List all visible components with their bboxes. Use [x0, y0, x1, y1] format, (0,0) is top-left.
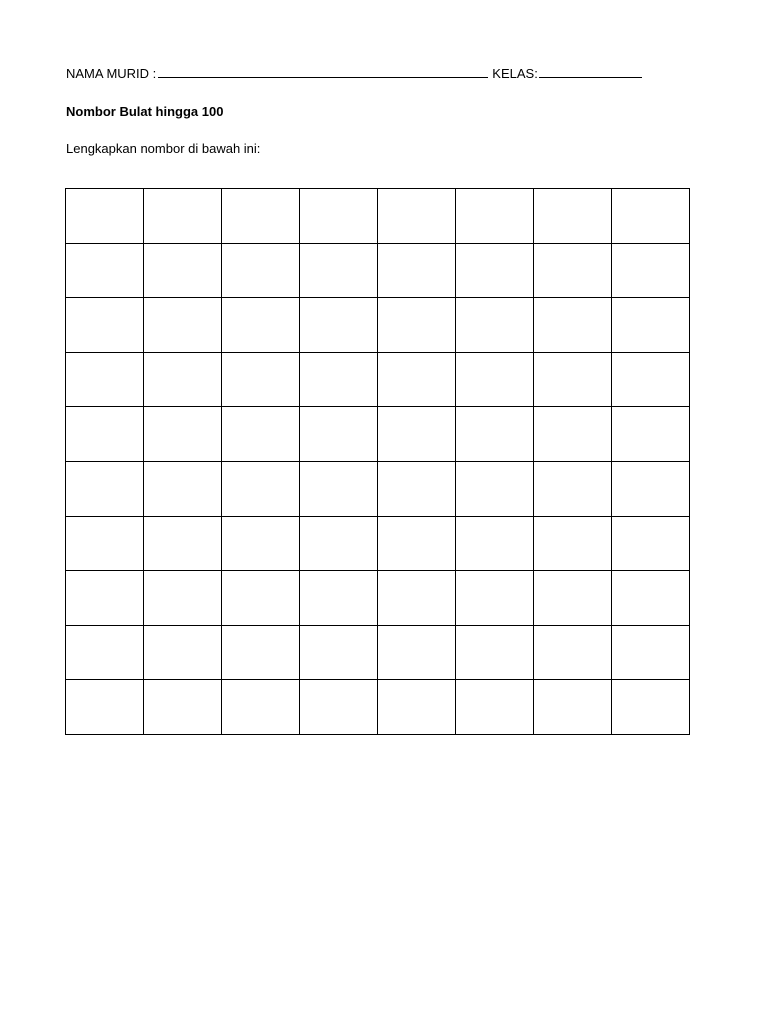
grid-cell[interactable] [300, 516, 378, 571]
grid-cell[interactable] [66, 298, 144, 353]
grid-cell[interactable] [534, 516, 612, 571]
grid-row [66, 571, 690, 626]
grid-cell[interactable] [456, 352, 534, 407]
grid-cell[interactable] [66, 352, 144, 407]
grid-cell[interactable] [66, 461, 144, 516]
grid-cell[interactable] [144, 407, 222, 462]
grid-cell[interactable] [612, 571, 690, 626]
grid-row [66, 189, 690, 244]
grid-cell[interactable] [144, 189, 222, 244]
grid-cell[interactable] [300, 352, 378, 407]
worksheet-instruction: Lengkapkan nombor di bawah ini: [66, 141, 261, 156]
grid-cell[interactable] [144, 625, 222, 680]
grid-cell[interactable] [222, 407, 300, 462]
grid-cell[interactable] [456, 461, 534, 516]
grid-cell[interactable] [612, 516, 690, 571]
grid-cell[interactable] [612, 243, 690, 298]
grid-cell[interactable] [300, 189, 378, 244]
grid-cell[interactable] [222, 243, 300, 298]
grid-cell[interactable] [534, 243, 612, 298]
student-info-line [66, 66, 706, 82]
student-name-field[interactable] [158, 66, 488, 78]
grid-cell[interactable] [66, 407, 144, 462]
grid-cell[interactable] [612, 625, 690, 680]
grid-cell[interactable] [378, 298, 456, 353]
grid-cell[interactable] [612, 680, 690, 735]
grid-cell[interactable] [378, 243, 456, 298]
grid-cell[interactable] [378, 680, 456, 735]
number-grid-body [66, 189, 690, 735]
grid-cell[interactable] [222, 298, 300, 353]
grid-row [66, 298, 690, 353]
grid-cell[interactable] [534, 352, 612, 407]
grid-cell[interactable] [378, 516, 456, 571]
grid-cell[interactable] [66, 189, 144, 244]
grid-cell[interactable] [222, 516, 300, 571]
grid-cell[interactable] [456, 243, 534, 298]
grid-cell[interactable] [144, 680, 222, 735]
grid-cell[interactable] [300, 407, 378, 462]
grid-cell[interactable] [378, 407, 456, 462]
grid-row [66, 461, 690, 516]
grid-cell[interactable] [222, 352, 300, 407]
class-label: KELAS: [492, 66, 538, 81]
grid-cell[interactable] [378, 571, 456, 626]
grid-cell[interactable] [144, 243, 222, 298]
grid-cell[interactable] [66, 625, 144, 680]
grid-cell[interactable] [534, 298, 612, 353]
grid-cell[interactable] [144, 352, 222, 407]
grid-cell[interactable] [66, 243, 144, 298]
grid-cell[interactable] [534, 625, 612, 680]
grid-cell[interactable] [612, 298, 690, 353]
grid-cell[interactable] [144, 298, 222, 353]
grid-cell[interactable] [456, 516, 534, 571]
grid-row [66, 516, 690, 571]
grid-cell[interactable] [534, 189, 612, 244]
grid-cell[interactable] [612, 461, 690, 516]
grid-row [66, 680, 690, 735]
grid-cell[interactable] [456, 571, 534, 626]
grid-cell[interactable] [534, 461, 612, 516]
grid-cell[interactable] [300, 461, 378, 516]
grid-row [66, 407, 690, 462]
class-field[interactable] [539, 66, 642, 78]
grid-cell[interactable] [612, 189, 690, 244]
grid-cell[interactable] [456, 680, 534, 735]
grid-cell[interactable] [534, 407, 612, 462]
grid-cell[interactable] [222, 461, 300, 516]
grid-cell[interactable] [144, 516, 222, 571]
grid-cell[interactable] [456, 298, 534, 353]
grid-cell[interactable] [612, 407, 690, 462]
grid-cell[interactable] [378, 461, 456, 516]
grid-cell[interactable] [144, 461, 222, 516]
grid-cell[interactable] [222, 189, 300, 244]
grid-cell[interactable] [222, 680, 300, 735]
grid-cell[interactable] [534, 680, 612, 735]
grid-cell[interactable] [300, 243, 378, 298]
grid-cell[interactable] [300, 680, 378, 735]
grid-cell[interactable] [378, 625, 456, 680]
grid-cell[interactable] [300, 625, 378, 680]
grid-cell[interactable] [66, 516, 144, 571]
number-grid [65, 188, 690, 735]
grid-cell[interactable] [534, 571, 612, 626]
grid-cell[interactable] [378, 189, 456, 244]
grid-cell[interactable] [66, 680, 144, 735]
student-name-label: NAMA MURID : [66, 66, 157, 81]
grid-cell[interactable] [456, 407, 534, 462]
grid-cell[interactable] [66, 571, 144, 626]
grid-cell[interactable] [300, 571, 378, 626]
grid-cell[interactable] [456, 189, 534, 244]
grid-cell[interactable] [144, 571, 222, 626]
grid-cell[interactable] [456, 625, 534, 680]
grid-cell[interactable] [300, 298, 378, 353]
grid-cell[interactable] [378, 352, 456, 407]
grid-row [66, 352, 690, 407]
grid-row [66, 625, 690, 680]
grid-cell[interactable] [222, 571, 300, 626]
grid-cell[interactable] [222, 625, 300, 680]
grid-cell[interactable] [612, 352, 690, 407]
worksheet-title: Nombor Bulat hingga 100 [66, 104, 224, 119]
grid-row [66, 243, 690, 298]
